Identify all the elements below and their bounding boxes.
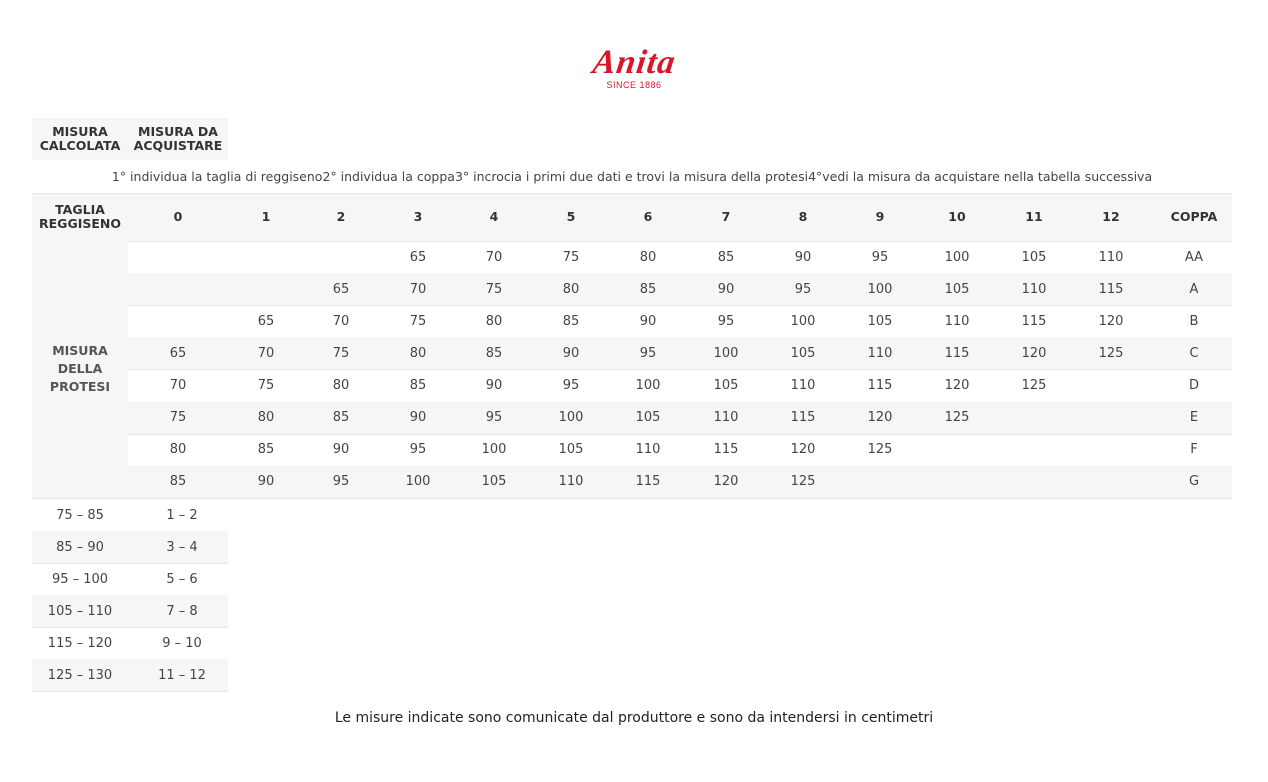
size-cell: 105 (867, 313, 893, 329)
conversion-buy-cell: 9 – 10 (162, 635, 202, 651)
size-cell: 100 (405, 474, 431, 490)
size-cell: 80 (409, 345, 427, 361)
size-cell: 120 (1021, 345, 1047, 361)
size-cell: 105 (790, 345, 816, 361)
size-cell: 100 (713, 345, 739, 361)
logo-wordmark: Anita (590, 44, 678, 81)
cup-cell: AA (1184, 249, 1204, 265)
column-header: 12 (1102, 209, 1120, 224)
column-header: 3 (413, 209, 423, 224)
size-cell: 75 (562, 249, 580, 265)
size-cell: 80 (562, 281, 580, 297)
size-cell: 70 (485, 249, 503, 265)
size-cell: 115 (1021, 313, 1047, 329)
footer-note: Le misure indicate sono comunicate dal produttore e sono da intendersi in centimetri (334, 710, 934, 726)
size-cell: 70 (409, 281, 427, 297)
size-cell: 85 (409, 377, 427, 393)
header-taglia-reggiseno: TAGLIA REGGISENO (39, 202, 121, 231)
size-cell: 115 (1098, 281, 1124, 297)
conversion-calc-cell: 125 – 130 (47, 667, 113, 683)
size-cell: 70 (257, 345, 275, 361)
column-header: 11 (1025, 209, 1043, 224)
conversion-calc-cell: 105 – 110 (47, 603, 113, 619)
conversion-buy-cell: 11 – 12 (158, 667, 206, 683)
size-cell: 125 (1021, 377, 1047, 393)
size-cell: 100 (867, 281, 893, 297)
size-cell: 110 (790, 377, 816, 393)
size-cell: 115 (635, 474, 661, 490)
size-cell: 110 (713, 410, 739, 426)
column-header: 6 (643, 209, 653, 224)
size-cell: 80 (485, 313, 503, 329)
column-header: 10 (948, 209, 966, 224)
column-header: 7 (721, 209, 731, 224)
header-misura-da-acquistare: MISURA DA ACQUISTARE (128, 118, 228, 160)
divider (32, 193, 1232, 194)
cup-cell: A (1189, 281, 1199, 297)
size-cell: 75 (409, 313, 427, 329)
size-cell: 95 (639, 345, 657, 361)
size-cell: 110 (1021, 281, 1047, 297)
size-cell: 90 (485, 377, 503, 393)
cup-cell: C (1189, 345, 1199, 361)
column-header: 2 (336, 209, 346, 224)
size-cell: 95 (562, 377, 580, 393)
cup-cell: G (1188, 474, 1200, 490)
size-cell: 85 (332, 410, 350, 426)
cup-cell: F (1190, 442, 1198, 458)
size-cell: 120 (1098, 313, 1124, 329)
size-cell: 100 (558, 410, 584, 426)
divider (32, 691, 228, 692)
size-cell: 95 (794, 281, 812, 297)
size-cell: 65 (169, 345, 187, 361)
size-cell: 75 (332, 345, 350, 361)
size-cell: 80 (169, 442, 187, 458)
size-cell: 80 (332, 377, 350, 393)
conversion-calc-cell: 115 – 120 (47, 635, 113, 651)
row-label-misura-della-protesi: MISURA DELLA PROTESI (49, 343, 111, 395)
size-cell: 80 (639, 249, 657, 265)
conversion-buy-cell: 7 – 8 (166, 603, 198, 619)
size-cell: 110 (944, 313, 970, 329)
conversion-calc-cell: 75 – 85 (56, 507, 104, 523)
size-cell: 65 (257, 313, 275, 329)
size-cell: 100 (635, 377, 661, 393)
size-cell: 90 (717, 281, 735, 297)
size-cell: 90 (332, 442, 350, 458)
size-cell: 85 (562, 313, 580, 329)
size-cell: 120 (713, 474, 739, 490)
size-cell: 75 (169, 410, 187, 426)
size-cell: 90 (409, 410, 427, 426)
size-cell: 85 (639, 281, 657, 297)
size-cell: 95 (717, 313, 735, 329)
size-cell: 90 (562, 345, 580, 361)
size-cell: 115 (713, 442, 739, 458)
size-cell: 115 (790, 410, 816, 426)
instructions-text: 1° individua la taglia di reggiseno2° individua la coppa3° incrocia i primi due dati e trovi la misura della protesi4°vedi la misura da acquistare nella tabella successiva (111, 169, 1153, 184)
divider (128, 498, 1232, 499)
size-cell: 125 (790, 474, 816, 490)
size-cell: 90 (639, 313, 657, 329)
size-cell: 100 (790, 313, 816, 329)
size-cell: 75 (257, 377, 275, 393)
conversion-calc-cell: 95 – 100 (51, 571, 109, 587)
size-cell: 125 (1098, 345, 1124, 361)
column-header: 1 (261, 209, 271, 224)
size-cell: 110 (1098, 249, 1124, 265)
size-cell: 110 (635, 442, 661, 458)
column-header: 0 (173, 209, 183, 224)
column-header: 9 (875, 209, 885, 224)
size-cell: 105 (944, 281, 970, 297)
size-cell: 125 (944, 410, 970, 426)
conversion-buy-cell: 5 – 6 (166, 571, 198, 587)
size-cell: 65 (332, 281, 350, 297)
size-cell: 95 (485, 410, 503, 426)
size-cell: 85 (485, 345, 503, 361)
size-cell: 120 (867, 410, 893, 426)
size-cell: 110 (558, 474, 584, 490)
size-cell: 115 (867, 377, 893, 393)
conversion-buy-cell: 3 – 4 (166, 539, 198, 555)
size-cell: 95 (409, 442, 427, 458)
size-cell: 105 (481, 474, 507, 490)
size-cell: 65 (409, 249, 427, 265)
size-cell: 95 (871, 249, 889, 265)
column-header: 8 (798, 209, 808, 224)
size-cell: 90 (794, 249, 812, 265)
conversion-calc-cell: 85 – 90 (56, 539, 104, 555)
size-cell: 70 (169, 377, 187, 393)
size-cell: 120 (790, 442, 816, 458)
size-cell: 105 (635, 410, 661, 426)
size-cell: 105 (1021, 249, 1047, 265)
size-cell: 85 (257, 442, 275, 458)
size-cell: 125 (867, 442, 893, 458)
size-cell: 75 (485, 281, 503, 297)
logo-since: SINCE 1886 (606, 80, 662, 90)
anita-logo (0, 44, 1268, 90)
size-cell: 105 (558, 442, 584, 458)
header-coppa: COPPA (1170, 209, 1218, 224)
size-cell: 85 (717, 249, 735, 265)
column-header: 4 (489, 209, 499, 224)
size-cell: 120 (944, 377, 970, 393)
size-cell: 80 (257, 410, 275, 426)
size-cell: 100 (481, 442, 507, 458)
size-cell: 70 (332, 313, 350, 329)
size-cell: 95 (332, 474, 350, 490)
size-cell: 100 (944, 249, 970, 265)
size-cell: 105 (713, 377, 739, 393)
conversion-buy-cell: 1 – 2 (166, 507, 198, 523)
cup-cell: E (1189, 410, 1199, 426)
size-cell: 115 (944, 345, 970, 361)
header-misura-calcolata: MISURA CALCOLATA (32, 118, 128, 160)
size-cell: 90 (257, 474, 275, 490)
cup-cell: B (1189, 313, 1199, 329)
size-cell: 85 (169, 474, 187, 490)
size-cell: 110 (867, 345, 893, 361)
cup-cell: D (1188, 377, 1199, 393)
column-header: 5 (566, 209, 576, 224)
